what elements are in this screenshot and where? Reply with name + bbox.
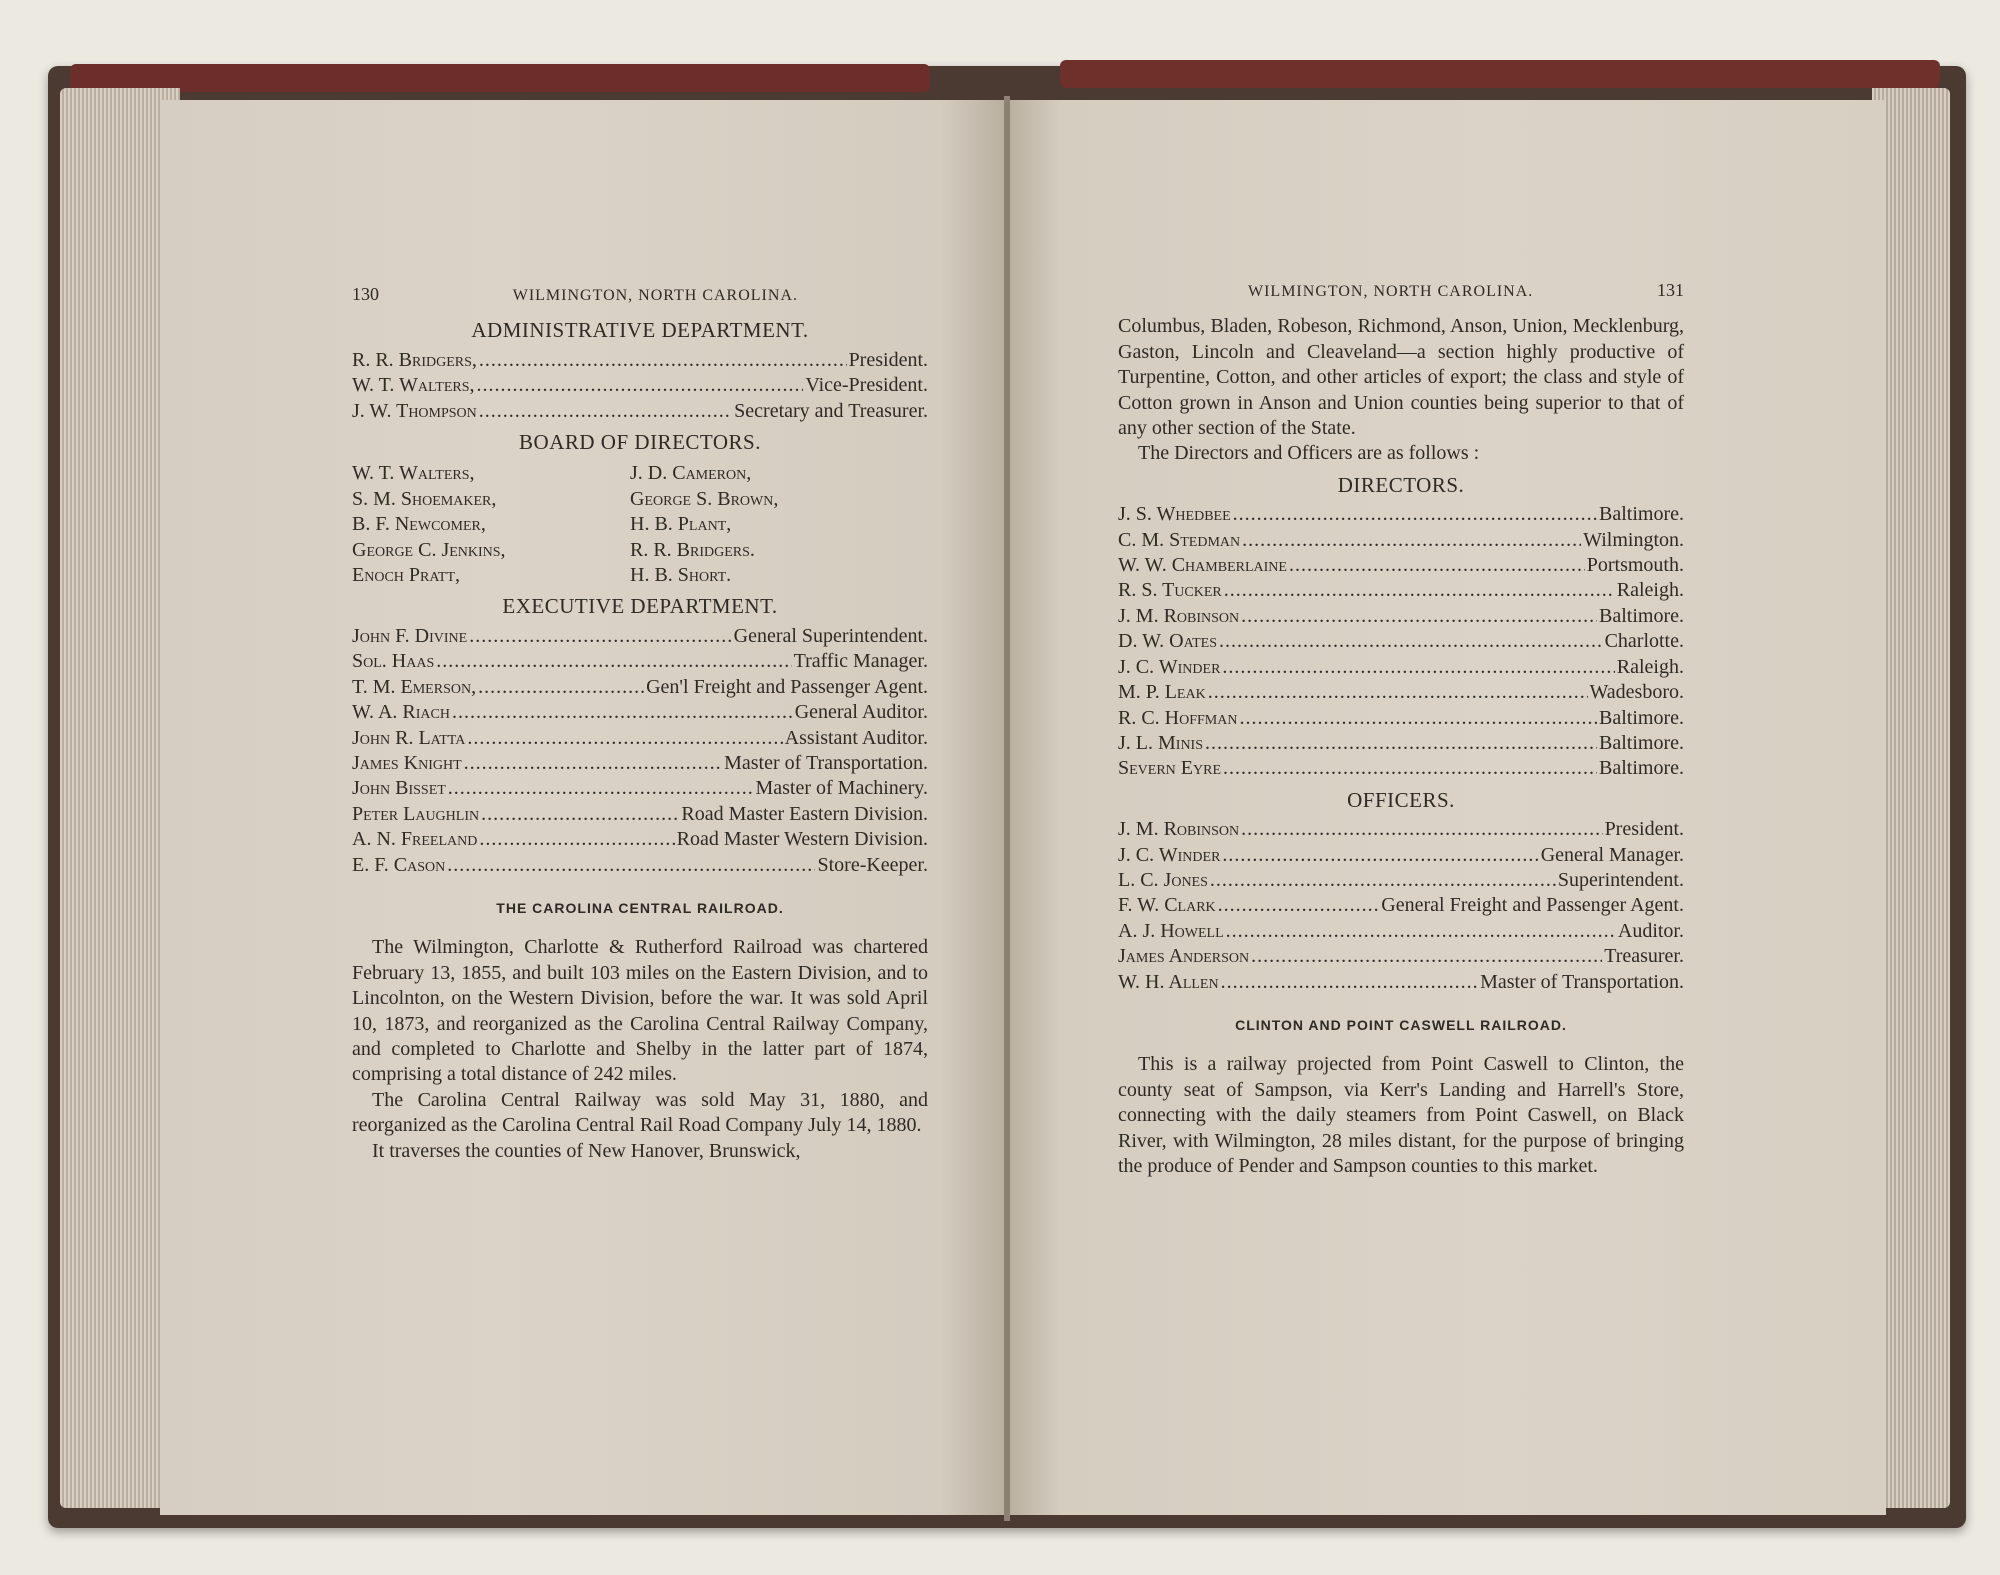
list-row (352, 700, 928, 725)
person-place: Raleigh. (1616, 579, 1684, 602)
list-row (1118, 944, 1684, 969)
person-name: T. M. Emerson, (352, 675, 477, 698)
page-number: 130 (352, 284, 379, 304)
person-name: J. M. Robinson (1118, 818, 1240, 841)
person-name: D. W. Oates (1118, 630, 1218, 653)
person-place: Baltimore. (1599, 757, 1684, 780)
person-role: General Freight and Passenger Agent. (1381, 894, 1684, 917)
list-row (352, 853, 928, 878)
leader-dots (1218, 893, 1380, 918)
leader-dots (479, 827, 674, 852)
list-row (1118, 817, 1684, 842)
list-row (352, 751, 928, 776)
person-place: Wadesboro. (1589, 681, 1684, 704)
left-page-text (352, 282, 928, 1164)
person-name: James Knight (352, 751, 462, 774)
person-name: Sol. Haas (352, 650, 435, 673)
person-name: W. W. Chamberlaine (1118, 554, 1287, 577)
leader-dots (479, 348, 847, 373)
person-role: Assistant Auditor. (784, 726, 928, 749)
person-name: F. W. Clark (1118, 894, 1216, 917)
list-row (1118, 655, 1684, 680)
running-head: WILMINGTON, NORTH CAROLINA. (512, 287, 798, 304)
clinton-heading: CLINTON AND POINT CASWELL RAILROAD. (1235, 1016, 1567, 1033)
list-row (352, 675, 928, 700)
leader-dots (1222, 655, 1614, 680)
board-member: George C. Jenkins, (352, 538, 506, 561)
leader-dots (1241, 604, 1597, 629)
paragraph: Columbus, Bladen, Robeson, Richmond, Anson, Union, Mecklenburg, Gaston, Lincoln and Cleaveland—a section highly productive of Turpentine, Cotton, and other articles of export; the class and style of Cotton grown in Anson and Union counties being superior to that of any other section of the State. (1118, 315, 1684, 440)
list-row (1118, 553, 1684, 578)
leader-dots (1289, 553, 1585, 578)
person-role: Master of Transportation. (724, 751, 928, 774)
cover-edge-right (1060, 60, 1940, 88)
person-place: Baltimore. (1599, 731, 1684, 754)
leader-dots (1226, 919, 1616, 944)
person-place: Baltimore. (1599, 604, 1684, 627)
person-name: W. T. Walters, (352, 374, 475, 397)
leader-dots (448, 776, 754, 801)
board-member: Enoch Pratt, (352, 564, 461, 587)
leader-dots (478, 675, 644, 700)
person-name: W. H. Allen (1118, 970, 1219, 993)
leader-dots (1221, 970, 1479, 995)
leader-dots (481, 802, 679, 827)
person-name: C. M. Stedman (1118, 528, 1241, 551)
board-member: J. D. Cameron, (630, 462, 752, 485)
person-role: Vice-President. (805, 374, 928, 397)
list-row (1118, 893, 1684, 918)
person-role: General Auditor. (794, 701, 928, 724)
list-row (352, 726, 928, 751)
running-head: WILMINGTON, NORTH CAROLINA. (1248, 283, 1534, 300)
leader-dots (1222, 843, 1538, 868)
list-row (1118, 868, 1684, 893)
list-row (1118, 528, 1684, 553)
person-role: Master of Transportation. (1480, 970, 1684, 993)
board-member: George S. Brown, (630, 487, 779, 510)
person-place: Portsmouth. (1586, 554, 1684, 577)
board-member: B. F. Newcomer, (352, 513, 486, 536)
paragraph: This is a railway projected from Point Caswell to Clinton, the county seat of Sampson, via Kerr's Landing and Harrell's Store, connecting with the daily steamers from Point Caswell, on Black River, with Wilmington, 28 miles distant, for the purpose of bringing the produce of Pender and Sampson counties to this market. (1118, 1053, 1684, 1177)
person-name: J. L. Minis (1118, 731, 1204, 754)
book-gutter (1004, 96, 1010, 1521)
list-row (352, 776, 928, 801)
person-name: W. A. Riach (352, 701, 450, 724)
person-role: Road Master Eastern Division. (681, 802, 928, 825)
list-row (1118, 502, 1684, 527)
list-row (1118, 919, 1684, 944)
board-member: H. B. Short. (630, 564, 732, 587)
person-name: A. J. Howell (1118, 919, 1224, 942)
person-role: General Superintendent. (733, 624, 928, 647)
person-name: John F. Divine (352, 624, 468, 647)
person-role: Secretary and Treasurer. (734, 399, 928, 422)
person-place: Baltimore. (1599, 706, 1684, 729)
paragraph: It traverses the counties of New Hanover, Brunswick, (372, 1139, 801, 1162)
directors-heading: DIRECTORS. (1337, 472, 1465, 497)
page-number: 131 (1657, 280, 1684, 300)
list-row (352, 348, 928, 373)
leader-dots (1242, 528, 1581, 553)
leader-dots (1223, 756, 1597, 781)
person-name: Peter Laughlin (352, 802, 480, 825)
leader-dots (436, 649, 791, 674)
list-row (1118, 970, 1684, 995)
list-row (1118, 680, 1684, 705)
list-row (1118, 604, 1684, 629)
paragraph: The Directors and Officers are as follows : (1138, 442, 1480, 465)
leader-dots (469, 624, 731, 649)
person-name: John Bisset (352, 777, 446, 800)
leader-dots (1219, 629, 1603, 654)
board-member: R. R. Bridgers. (630, 538, 755, 561)
list-row (352, 373, 928, 398)
board-list (352, 461, 928, 588)
person-place: Charlotte. (1604, 630, 1684, 653)
person-place: Raleigh. (1616, 655, 1684, 678)
person-name: R. C. Hoffman (1118, 706, 1238, 729)
person-name: J. S. Whedbee (1118, 503, 1231, 526)
leader-dots (447, 853, 815, 878)
left-running-header (352, 282, 928, 308)
person-name: J. W. Thompson (352, 399, 477, 422)
person-name: R. R. Bridgers, (352, 348, 477, 371)
leader-dots (1239, 706, 1597, 731)
officers-list (1118, 817, 1684, 995)
person-name: John R. Latta (352, 726, 466, 749)
leader-dots (1205, 731, 1597, 756)
person-role: President. (1604, 818, 1684, 841)
person-place: Baltimore. (1599, 503, 1684, 526)
board-member: W. T. Walters, (352, 462, 475, 485)
leader-dots (479, 399, 732, 424)
person-name: J. M. Robinson (1118, 604, 1240, 627)
board-member: S. M. Shoemaker, (352, 487, 497, 510)
person-role: Road Master Western Division. (676, 828, 928, 851)
leader-dots (452, 700, 793, 725)
list-row (352, 624, 928, 649)
leader-dots (467, 726, 782, 751)
person-role: Traffic Manager. (793, 650, 928, 673)
list-row (352, 827, 928, 852)
person-name: J. C. Winder (1118, 655, 1221, 678)
person-role: Treasurer. (1604, 945, 1684, 968)
list-row (352, 802, 928, 827)
list-row (352, 649, 928, 674)
leader-dots (1233, 502, 1597, 527)
person-name: J. C. Winder (1118, 843, 1221, 866)
directors-list (1118, 502, 1684, 781)
person-name: James Anderson (1118, 945, 1250, 968)
person-place: Wilmington. (1583, 528, 1684, 551)
person-role: General Manager. (1540, 843, 1684, 866)
right-running-header (1118, 278, 1684, 304)
administrative-heading: ADMINISTRATIVE DEPARTMENT. (471, 318, 809, 343)
paragraph: The Carolina Central Railway was sold May 31, 1880, and reorganized as the Carolina Central Rail Road Company July 14, 1880. (352, 1088, 928, 1137)
cover-edge-left (70, 64, 930, 92)
list-row (1118, 706, 1684, 731)
person-name: Severn Eyre (1118, 757, 1222, 780)
leader-dots (1241, 817, 1602, 842)
list-row (1118, 731, 1684, 756)
list-row (1118, 843, 1684, 868)
person-role: Auditor. (1617, 919, 1684, 942)
leader-dots (1208, 680, 1588, 705)
person-name: E. F. Cason (352, 853, 446, 876)
person-name: L. C. Jones (1118, 868, 1208, 891)
board-member: H. B. Plant, (630, 513, 732, 536)
board-heading: BOARD OF DIRECTORS. (519, 430, 761, 455)
person-role: Superintendent. (1557, 868, 1684, 891)
leader-dots (477, 373, 804, 398)
list-row (1118, 756, 1684, 781)
executive-heading: EXECUTIVE DEPARTMENT. (502, 594, 778, 619)
person-name: R. S. Tucker (1118, 579, 1222, 602)
administrative-list (352, 348, 928, 424)
officers-heading: OFFICERS. (1347, 787, 1455, 812)
paragraph: The Wilmington, Charlotte & Rutherford Railroad was chartered February 13, 1855, and built 103 miles on the Eastern Division, and to Lincolnton, on the Western Division, before the war. It was sold April 10, 1873, and reorganized as the Carolina Central Railway Company, and completed to Charlotte and Shelby in the latter part of 1874, comprising a total distance of 242 miles. (352, 936, 928, 1086)
person-name: M. P. Leak (1118, 681, 1206, 704)
list-row (1118, 629, 1684, 654)
person-name: A. N. Freeland (352, 828, 478, 851)
right-page-text (1118, 278, 1684, 1179)
leader-dots (1210, 868, 1556, 893)
person-role: Store-Keeper. (817, 853, 928, 876)
person-role: President. (848, 348, 928, 371)
leader-dots (464, 751, 722, 776)
leader-dots (1251, 944, 1602, 969)
list-row (1118, 578, 1684, 603)
executive-list (352, 624, 928, 878)
list-row (352, 399, 928, 424)
person-role: Gen'l Freight and Passenger Agent. (646, 675, 928, 698)
leader-dots (1224, 578, 1615, 603)
carolina-central-heading: THE CAROLINA CENTRAL RAILROAD. (496, 899, 784, 916)
person-role: Master of Machinery. (755, 777, 928, 800)
